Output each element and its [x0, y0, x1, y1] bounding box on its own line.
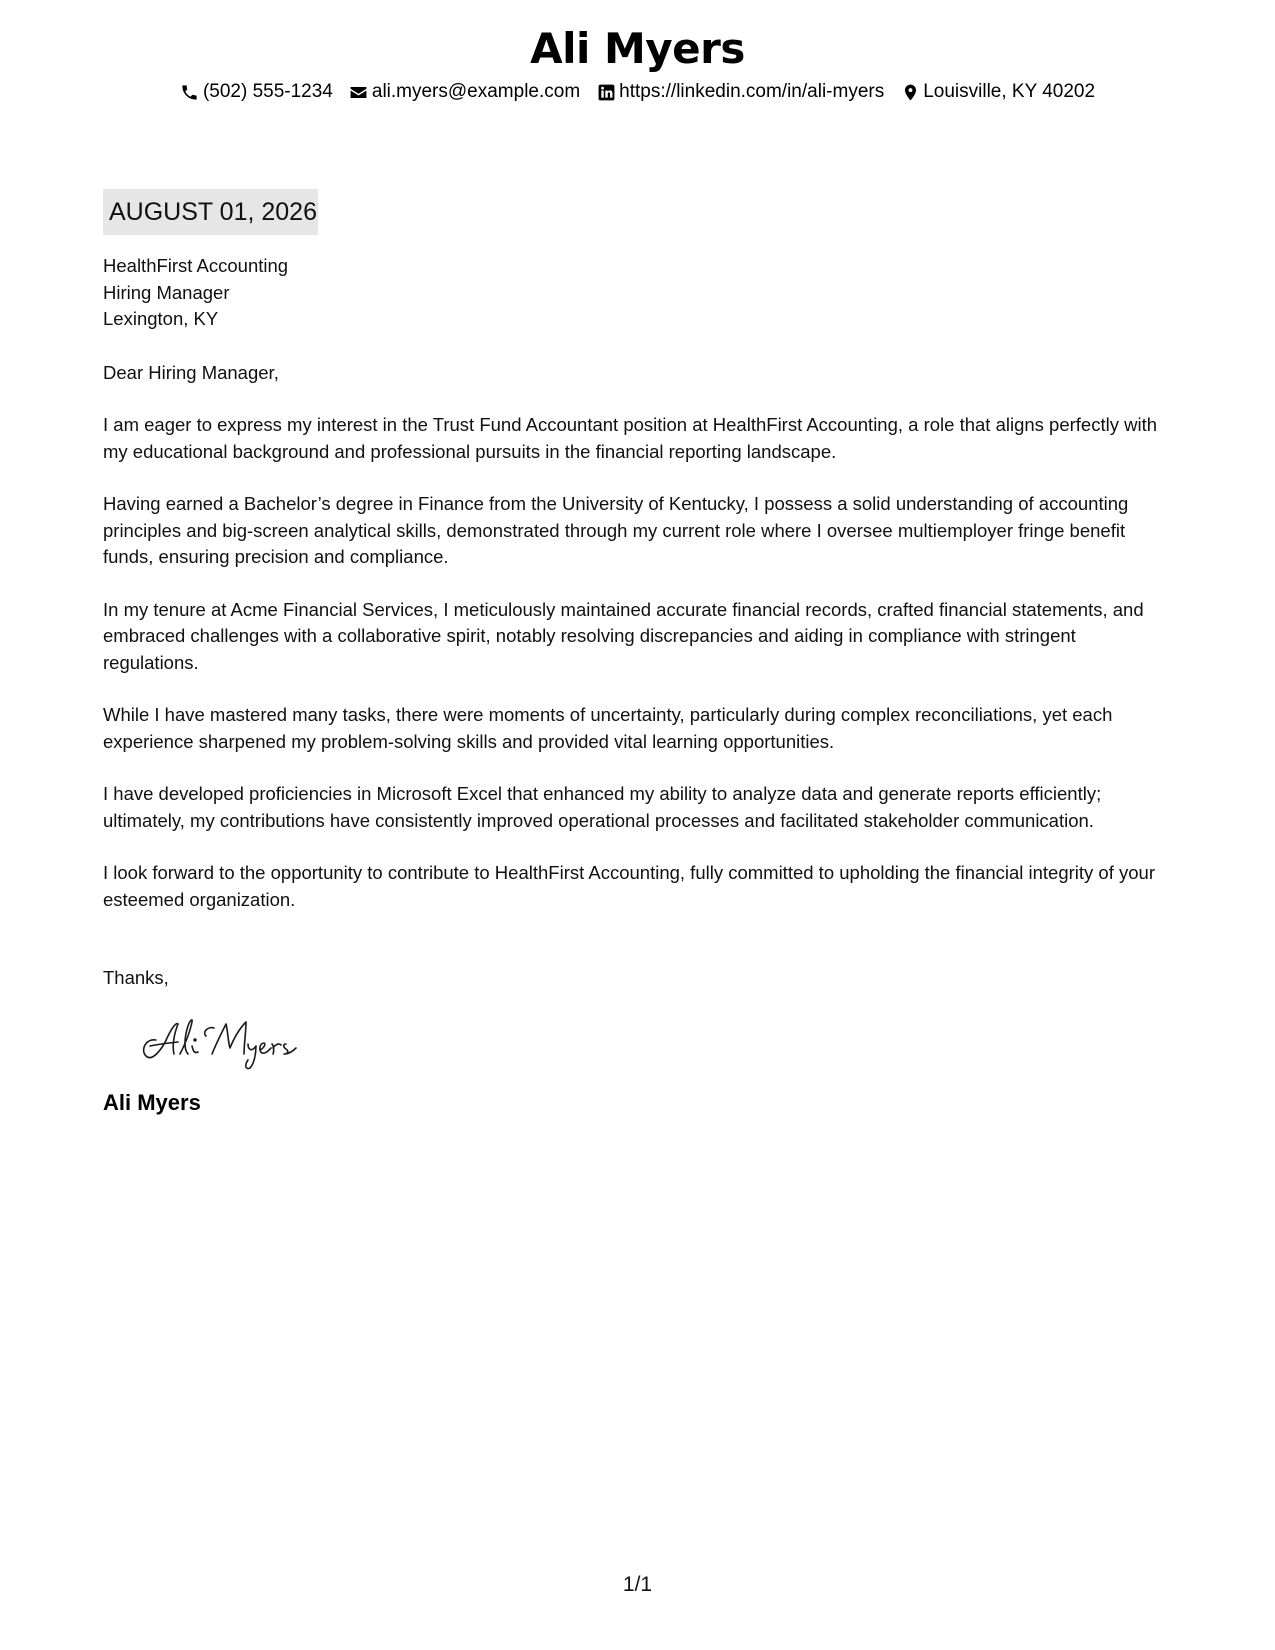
- map-pin-icon: [900, 82, 920, 102]
- linkedin-link[interactable]: https://linkedin.com/in/ali-myers: [619, 81, 885, 102]
- contact-email[interactable]: [349, 78, 580, 106]
- handwritten-signature: [138, 1010, 328, 1070]
- envelope-icon: [349, 82, 369, 102]
- signer-name: Ali Myers: [103, 1089, 201, 1115]
- recipient-title: Hiring Manager: [103, 281, 230, 303]
- contact-phone: [180, 78, 333, 106]
- contact-info-row: [0, 78, 1275, 106]
- location-text: Louisville, KY 40202: [923, 81, 1096, 102]
- body-paragraph: I am eager to express my interest in the Trust Fund Accountant position at HealthFirst Accounting, a role that aligns perfectly with my educational background and professional pursuits in the financial reporting landscape.: [103, 414, 1158, 462]
- body-paragraph: I look forward to the opportunity to contribute to HealthFirst Accounting, fully committed to upholding the financial integrity of your esteemed organization.: [103, 862, 1155, 910]
- letter-date: AUGUST 01, 2026: [103, 189, 318, 235]
- recipient-company: HealthFirst Accounting: [103, 255, 289, 276]
- closing: Thanks,: [103, 967, 169, 988]
- linkedin-icon: [596, 82, 616, 102]
- body-paragraph: In my tenure at Acme Financial Services, I meticulously maintained accurate financial records, crafted financial statements, and embraced challenges with a collaborative spirit, notably resolving discrepancies and aiding in compliance with stringent regulations.: [103, 598, 1144, 673]
- contact-location: [900, 78, 1095, 106]
- letter-body: [103, 253, 1173, 1118]
- body-paragraph: I have developed proficiencies in Microsoft Excel that enhanced my ability to analyze data and generate reports efficiently; ultimately, my contributions have consistently improved operational processes and facilitated stakeholder communication.: [103, 783, 1102, 831]
- page-indicator: 1/1: [622, 1573, 653, 1596]
- recipient-location: Lexington, KY: [103, 308, 219, 329]
- recipient-block: [103, 253, 1173, 333]
- phone-icon: [180, 82, 200, 102]
- phone-text: (502) 555-1234: [202, 81, 333, 102]
- contact-linkedin[interactable]: [596, 78, 884, 106]
- salutation: Dear Hiring Manager,: [103, 361, 279, 383]
- email-link[interactable]: ali.myers@example.com: [371, 81, 581, 102]
- body-paragraph: While I have mastered many tasks, there were moments of uncertainty, particularly during complex reconciliations, yet each experience sharpened my problem-solving skills and provided vital learning opportunities.: [103, 704, 1113, 752]
- body-paragraph: Having earned a Bachelor’s degree in Finance from the University of Kentucky, I possess a solid understanding of accounting principles and big-screen analytical skills, demonstrated through my current role where I oversee multiemployer fringe benefit funds, ensuring precision and compliance.: [103, 493, 1129, 567]
- applicant-name-heading: Ali Myers: [530, 24, 745, 73]
